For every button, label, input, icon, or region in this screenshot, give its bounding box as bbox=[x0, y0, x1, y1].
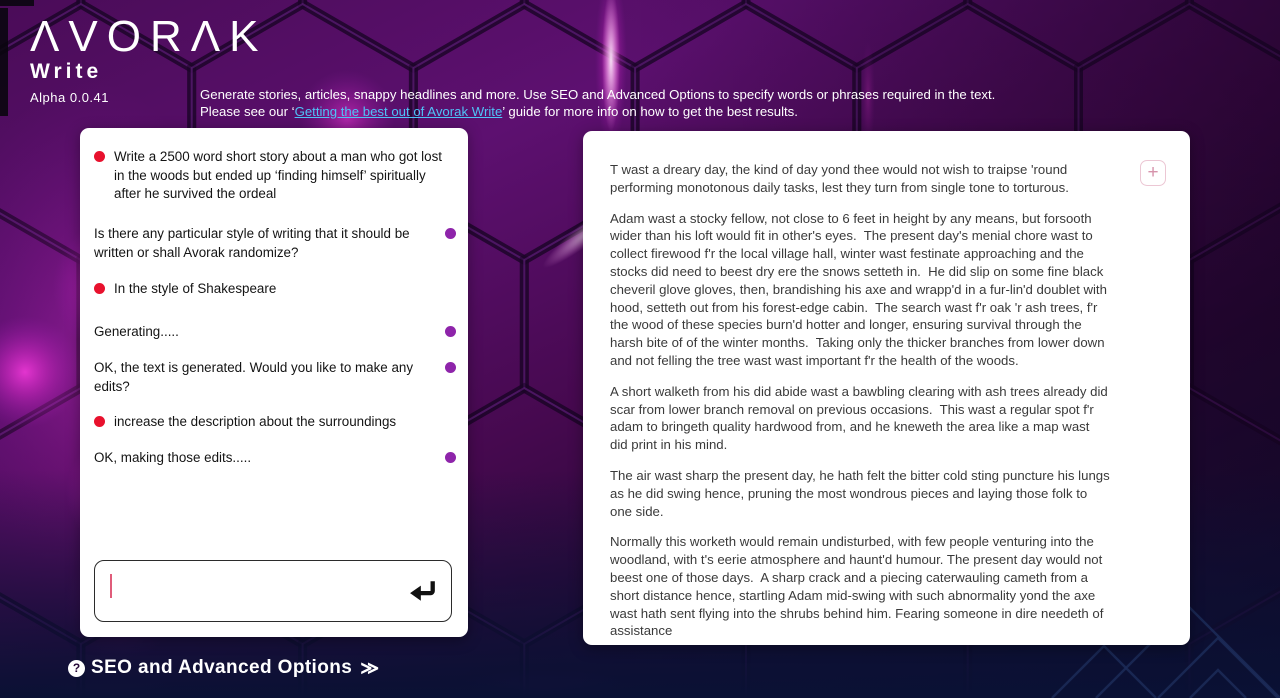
chat-message-text: Generating..... bbox=[94, 324, 179, 339]
header-see-suffix: ’ guide for more info on how to get the best results. bbox=[502, 103, 798, 119]
guide-link[interactable]: Getting the best out of Avorak Write bbox=[294, 103, 503, 119]
version-label: Alpha 0.0.41 bbox=[30, 90, 110, 105]
chat-message-text: OK, making those edits..... bbox=[94, 450, 252, 465]
brand-product-name: Write bbox=[30, 60, 103, 83]
document-panel bbox=[583, 131, 1190, 645]
chevron-right-icon: ≫ bbox=[360, 657, 380, 678]
chat-panel bbox=[80, 128, 468, 637]
chat-message-text: In the style of Shakespeare bbox=[114, 281, 277, 296]
chat-message-user bbox=[94, 148, 456, 204]
chat-message-bot bbox=[94, 359, 456, 396]
story-paragraph: T wast a dreary day, the kind of day yond thee would not wish to traipse 'round performing monotonous daily tasks, lest they turn from single tone to torturous. bbox=[610, 162, 1071, 195]
return-arrow-icon bbox=[407, 577, 439, 605]
chat-message-bot bbox=[94, 449, 456, 468]
seo-advanced-options-button[interactable] bbox=[62, 656, 385, 680]
seo-options-label: SEO and Advanced Options bbox=[91, 657, 353, 678]
brand-logo: ΛVORΛK bbox=[30, 12, 268, 61]
bot-message-dot bbox=[445, 362, 456, 373]
chat-message-bot bbox=[94, 323, 456, 342]
story-paragraph: A short walketh from his did abide wast a bawbling clearing with ash trees already did scar from lower branch removal on previous occasions. This wast a regular spot f'r adam to bringeth quality hardwood from, and he kneweth the area like a map wast did print in his mind. bbox=[610, 383, 1112, 453]
chat-message-text: Is there any particular style of writing that it should be written or shall Avorak randomize? bbox=[94, 226, 410, 260]
header-description-line1: Generate stories, articles, snappy headlines and more. Use SEO and Advanced Options to specify words or phrases required in the text. bbox=[200, 87, 996, 102]
story-paragraph: Normally this worketh would remain undisturbed, with few people venturing into the woodland, with t's eerie atmosphere and haunt'd humour. The present day would not beest one of those days. A sharp crack and a piecing caterwauling cameth from a short distance hence, startling Adam mid-swing with such abnormality yond the axe wast hath sent flying into the shrubs behind him. Fearing someone in dire needeth of assistance bbox=[610, 534, 1108, 639]
add-button[interactable] bbox=[1140, 160, 1166, 186]
chat-message-text: Write a 2500 word short story about a man who got lost in the woods but ended up ‘finding himself’ spiritually after he survived the ordeal bbox=[114, 149, 442, 201]
submit-button[interactable] bbox=[407, 577, 451, 605]
header-description bbox=[200, 87, 1130, 120]
chat-input[interactable] bbox=[112, 570, 407, 612]
bot-message-dot bbox=[445, 228, 456, 239]
help-icon: ? bbox=[68, 660, 85, 677]
story-paragraph: Adam wast a stocky fellow, not close to 6 feet in height by any means, but forsooth wider than his loft would fit in other's eyes. The present day's menial chore wast to collect firewood f'r the local village hall, winter wast festinate approaching and the stocks did need to beest dry ere the snows setteth in. He did slip on some fine black cheveril glove gloves, then, brandishing his axe and wrapp'd in a fur-lin'd doublet with hood, setteth out from his forest-edge cabin. The search wast f'r oak 'r ash trees, f'r the wood of these species burn'd hotter and longer, ensuring survival through the harsh bite of of the winter months. Taking only the thicker branches from lower down and not felling the tree wast wast important f'r the health of the woods. bbox=[610, 210, 1111, 368]
chat-input-box[interactable] bbox=[94, 560, 452, 622]
user-message-dot bbox=[94, 283, 105, 294]
chat-message-user bbox=[94, 280, 456, 299]
chat-message-bot bbox=[94, 225, 456, 262]
chat-message-user bbox=[94, 413, 456, 432]
user-message-dot bbox=[94, 151, 105, 162]
story-paragraph: The air wast sharp the present day, he hath felt the bitter cold sting puncture his lungs as he did swing hence, pruning the most wondrous pieces and laying those folk to one side. bbox=[610, 467, 1114, 519]
bot-message-dot bbox=[445, 326, 456, 337]
chat-message-text: OK, the text is generated. Would you like to make any edits? bbox=[94, 360, 414, 394]
generated-text bbox=[583, 131, 1190, 645]
chat-message-text: increase the description about the surroundings bbox=[114, 414, 397, 429]
bot-message-dot bbox=[445, 452, 456, 463]
header-see-prefix: Please see our ‘ bbox=[200, 103, 295, 119]
user-message-dot bbox=[94, 416, 105, 427]
plus-icon: + bbox=[1147, 162, 1159, 183]
